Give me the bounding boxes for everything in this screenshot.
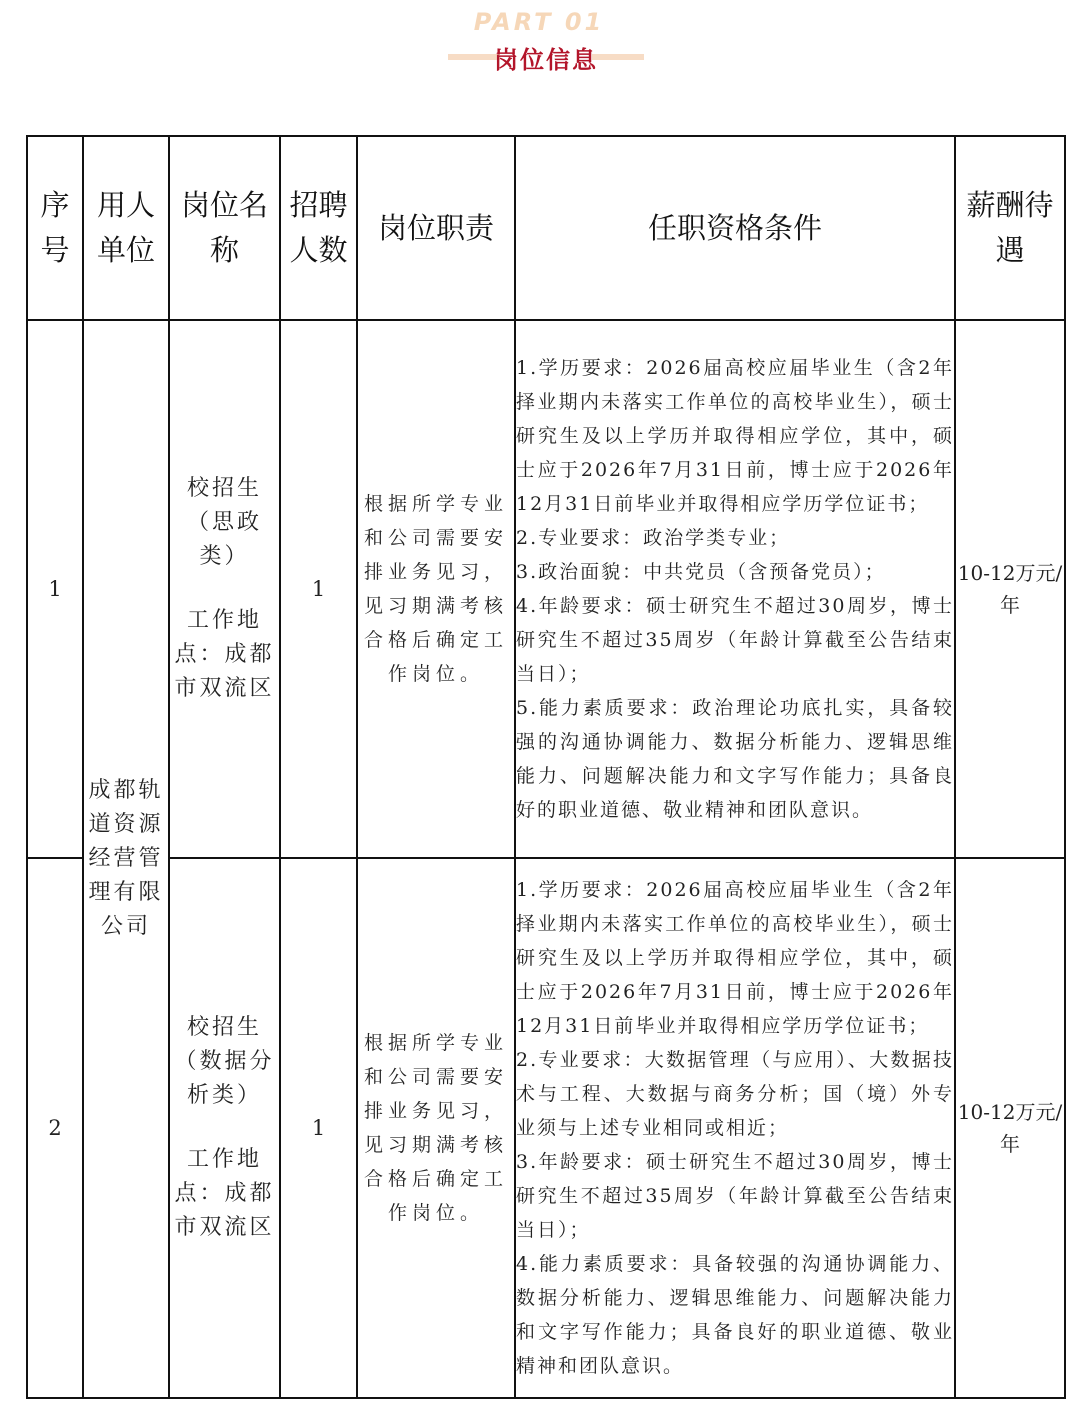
requirement-item: 1.学历要求：2026届高校应届毕业生（含2年择业期内未落实工作单位的高校毕业生），硕士研究生及以上学历并取得相应学位，其中，硕士应于2026年7月31日前，博士应于2026年12月31日前毕业并取得相应学历学位证书； (516, 879, 954, 1037)
header-duty: 岗位职责 (357, 136, 515, 320)
job-duty: 根据所学专业和公司需要安排业务见习，见习期满考核合格后确定工作岗位。 (357, 320, 515, 858)
post-name: 校招生（数据分析类） (174, 1015, 275, 1108)
work-location: 工作地点：成都市双流区 (174, 1147, 275, 1240)
requirement-item: 4.年龄要求：硕士研究生不超过30周岁，博士研究生不超过35周岁（年龄计算截至公告结束当日）； (516, 595, 954, 685)
header-post: 岗位名称 (169, 136, 280, 320)
section-header (0, 0, 1078, 100)
work-location: 工作地点：成都市双流区 (174, 608, 275, 701)
requirement-item: 4.能力素质要求：具备较强的沟通协调能力、数据分析能力、逻辑思维能力、问题解决能力和文字写作能力；具备良好的职业道德、敬业精神和团队意识。 (516, 1253, 954, 1377)
requirement-item: 2.专业要求：大数据管理（与应用）、大数据技术与工程、大数据与商务分析；国（境）外专业须与上述专业相同或相近； (516, 1049, 954, 1139)
header-unit: 用人单位 (83, 136, 169, 320)
job-duty: 根据所学专业和公司需要安排业务见习，见习期满考核合格后确定工作岗位。 (357, 858, 515, 1398)
section-title: 岗位信息 (494, 46, 598, 74)
requirement-item: 5.能力素质要求：政治理论功底扎实，具备较强的沟通协调能力、数据分析能力、逻辑思维能力、问题解决能力和文字写作能力；具备良好的职业道德、敬业精神和团队意识。 (516, 697, 954, 821)
part-label: PART 01 (473, 8, 605, 36)
header-seq: 序号 (27, 136, 83, 320)
job-table (26, 135, 1066, 1399)
post-cell (169, 320, 280, 858)
employer-unit: 成都轨道资源经营管理有限公司 (83, 320, 169, 1398)
section-title-wrap (448, 40, 644, 74)
header-count: 招聘人数 (280, 136, 357, 320)
table-row (27, 320, 1065, 858)
salary: 10-12万元/年 (955, 858, 1065, 1398)
hire-count: 1 (280, 858, 357, 1398)
requirement-item: 3.政治面貌：中共党员（含预备党员）； (516, 561, 886, 583)
hire-count: 1 (280, 320, 357, 858)
table-header-row (27, 136, 1065, 320)
requirements-cell (515, 320, 955, 858)
row-seq: 1 (27, 320, 83, 858)
requirement-item: 1.学历要求：2026届高校应届毕业生（含2年择业期内未落实工作单位的高校毕业生），硕士研究生及以上学历并取得相应学位，其中，硕士应于2026年7月31日前，博士应于2026年12月31日前毕业并取得相应学历学位证书； (516, 357, 954, 515)
post-cell (169, 858, 280, 1398)
salary: 10-12万元/年 (955, 320, 1065, 858)
requirements-cell (515, 858, 955, 1398)
requirement-item: 2.专业要求：政治学类专业； (516, 527, 791, 549)
post-name: 校招生（思政类） (186, 476, 262, 569)
header-pay: 薪酬待遇 (955, 136, 1065, 320)
row-seq: 2 (27, 858, 83, 1398)
requirement-item: 3.年龄要求：硕士研究生不超过30周岁，博士研究生不超过35周岁（年龄计算截至公告结束当日）； (516, 1151, 954, 1241)
table-row (27, 858, 1065, 1398)
header-requirements: 任职资格条件 (515, 136, 955, 320)
